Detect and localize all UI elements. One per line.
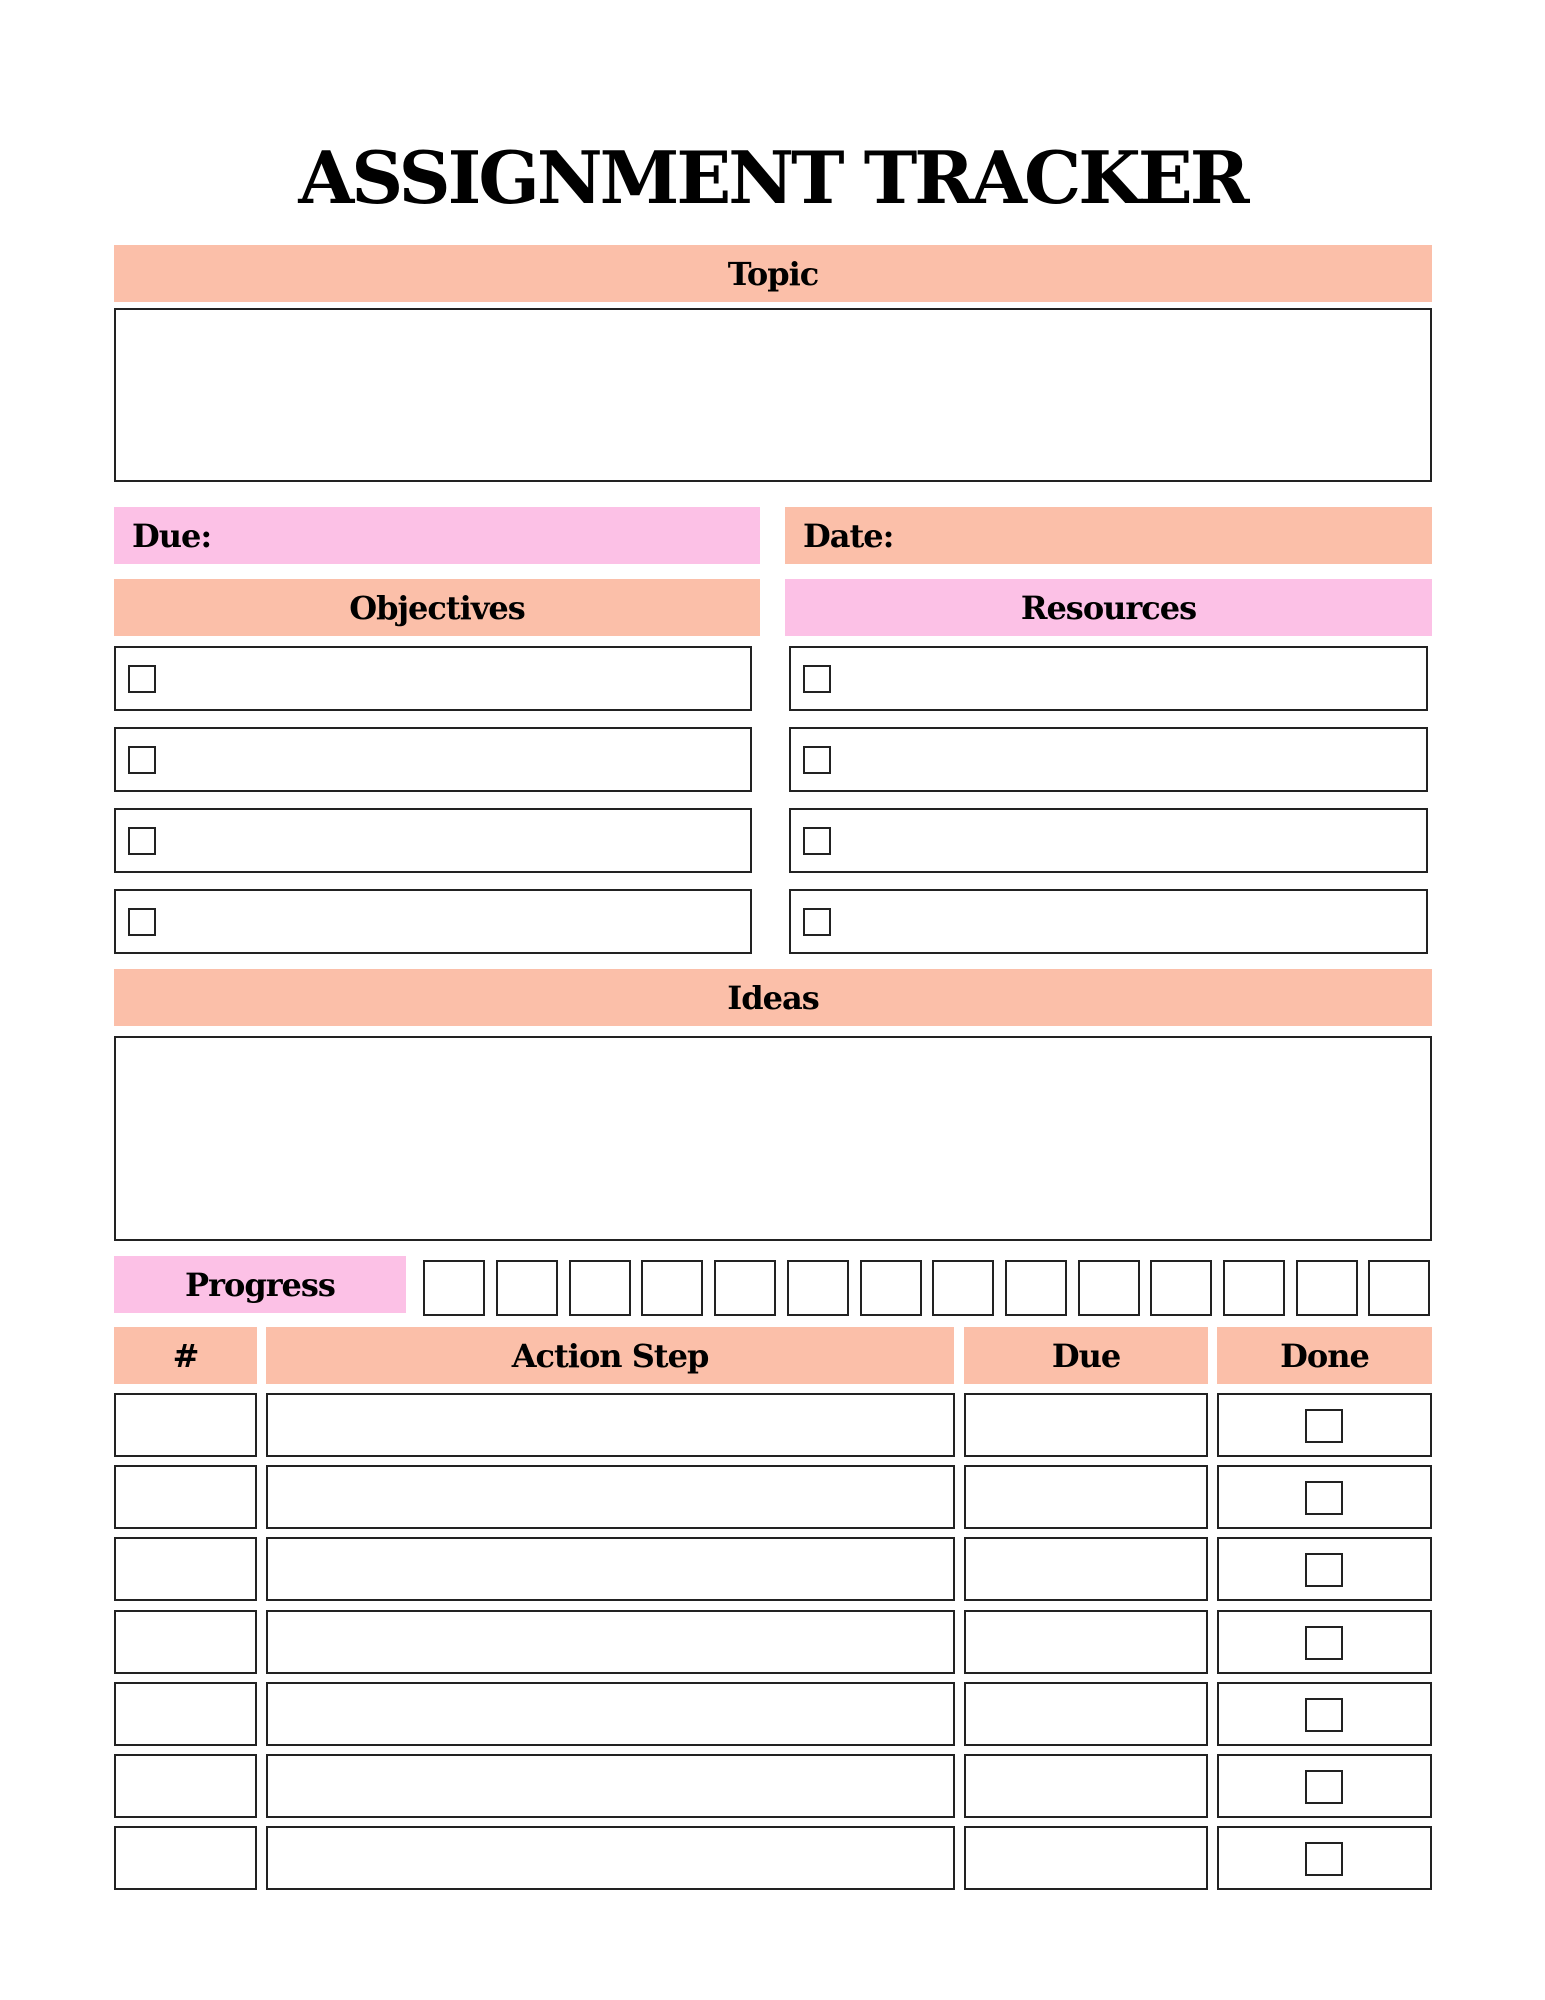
done-checkbox[interactable]	[1305, 1842, 1343, 1876]
done-checkbox[interactable]	[1305, 1481, 1343, 1515]
col-number-label: #	[172, 1336, 199, 1375]
cell-number[interactable]	[114, 1393, 257, 1457]
page-title: ASSIGNMENT TRACKER	[298, 135, 1247, 220]
cell-due[interactable]	[964, 1393, 1208, 1457]
cell-action-step[interactable]	[266, 1754, 955, 1818]
resource-row[interactable]	[789, 889, 1428, 954]
due-field[interactable]	[114, 507, 760, 564]
checkbox[interactable]	[128, 665, 156, 693]
progress-cell[interactable]	[860, 1260, 922, 1316]
cell-action-step[interactable]	[266, 1393, 955, 1457]
resource-row[interactable]	[789, 646, 1428, 711]
progress-cell[interactable]	[1150, 1260, 1212, 1316]
checkbox[interactable]	[128, 908, 156, 936]
cell-due[interactable]	[964, 1537, 1208, 1601]
checkbox[interactable]	[803, 827, 831, 855]
ideas-header	[114, 969, 1432, 1026]
checkbox[interactable]	[128, 746, 156, 774]
objective-row[interactable]	[114, 727, 752, 792]
checkbox[interactable]	[803, 746, 831, 774]
done-checkbox[interactable]	[1305, 1698, 1343, 1732]
objective-row[interactable]	[114, 889, 752, 954]
cell-due[interactable]	[964, 1754, 1208, 1818]
progress-cell[interactable]	[496, 1260, 558, 1316]
done-checkbox[interactable]	[1305, 1553, 1343, 1587]
objective-row[interactable]	[114, 808, 752, 873]
cell-number[interactable]	[114, 1754, 257, 1818]
done-checkbox[interactable]	[1305, 1626, 1343, 1660]
cell-action-step[interactable]	[266, 1826, 955, 1890]
checkbox[interactable]	[803, 908, 831, 936]
cell-number[interactable]	[114, 1610, 257, 1674]
cell-action-step[interactable]	[266, 1682, 955, 1746]
topic-label: Topic	[727, 254, 819, 293]
done-checkbox[interactable]	[1305, 1770, 1343, 1804]
due-label: Due:	[132, 516, 212, 555]
topic-header	[114, 245, 1432, 302]
cell-action-step[interactable]	[266, 1537, 955, 1601]
topic-field[interactable]	[114, 308, 1432, 482]
done-checkbox[interactable]	[1305, 1409, 1343, 1443]
cell-done	[1217, 1610, 1432, 1674]
col-header-done	[1217, 1327, 1432, 1384]
progress-header	[114, 1256, 406, 1313]
objective-row[interactable]	[114, 646, 752, 711]
checkbox[interactable]	[128, 827, 156, 855]
progress-cell[interactable]	[714, 1260, 776, 1316]
objectives-header	[114, 579, 760, 636]
cell-due[interactable]	[964, 1465, 1208, 1529]
resource-row[interactable]	[789, 808, 1428, 873]
cell-done	[1217, 1393, 1432, 1457]
checkbox[interactable]	[803, 665, 831, 693]
cell-due[interactable]	[964, 1826, 1208, 1890]
progress-cell[interactable]	[932, 1260, 994, 1316]
cell-action-step[interactable]	[266, 1465, 955, 1529]
cell-due[interactable]	[964, 1682, 1208, 1746]
date-label: Date:	[803, 516, 894, 555]
progress-cell[interactable]	[1078, 1260, 1140, 1316]
col-header-action-step	[266, 1327, 954, 1384]
progress-cell[interactable]	[423, 1260, 485, 1316]
progress-cell[interactable]	[1223, 1260, 1285, 1316]
cell-number[interactable]	[114, 1465, 257, 1529]
progress-cell[interactable]	[1368, 1260, 1430, 1316]
progress-cell[interactable]	[641, 1260, 703, 1316]
resources-header	[785, 579, 1432, 636]
progress-cell[interactable]	[1296, 1260, 1358, 1316]
col-action-step-label: Action Step	[511, 1336, 709, 1375]
cell-done	[1217, 1826, 1432, 1890]
col-header-due	[964, 1327, 1208, 1384]
cell-number[interactable]	[114, 1537, 257, 1601]
col-header-number	[114, 1327, 257, 1384]
cell-number[interactable]	[114, 1682, 257, 1746]
cell-done	[1217, 1465, 1432, 1529]
ideas-field[interactable]	[114, 1036, 1432, 1241]
cell-action-step[interactable]	[266, 1610, 955, 1674]
cell-done	[1217, 1537, 1432, 1601]
resources-label: Resources	[1020, 588, 1197, 627]
col-done-label: Done	[1280, 1336, 1369, 1375]
objectives-label: Objectives	[349, 588, 525, 627]
progress-cell[interactable]	[1005, 1260, 1067, 1316]
progress-label: Progress	[185, 1265, 335, 1304]
cell-number[interactable]	[114, 1826, 257, 1890]
resource-row[interactable]	[789, 727, 1428, 792]
progress-cell[interactable]	[787, 1260, 849, 1316]
progress-cell[interactable]	[569, 1260, 631, 1316]
col-due-label: Due	[1051, 1336, 1121, 1375]
cell-due[interactable]	[964, 1610, 1208, 1674]
date-field[interactable]	[785, 507, 1432, 564]
cell-done	[1217, 1754, 1432, 1818]
ideas-label: Ideas	[727, 978, 819, 1017]
cell-done	[1217, 1682, 1432, 1746]
